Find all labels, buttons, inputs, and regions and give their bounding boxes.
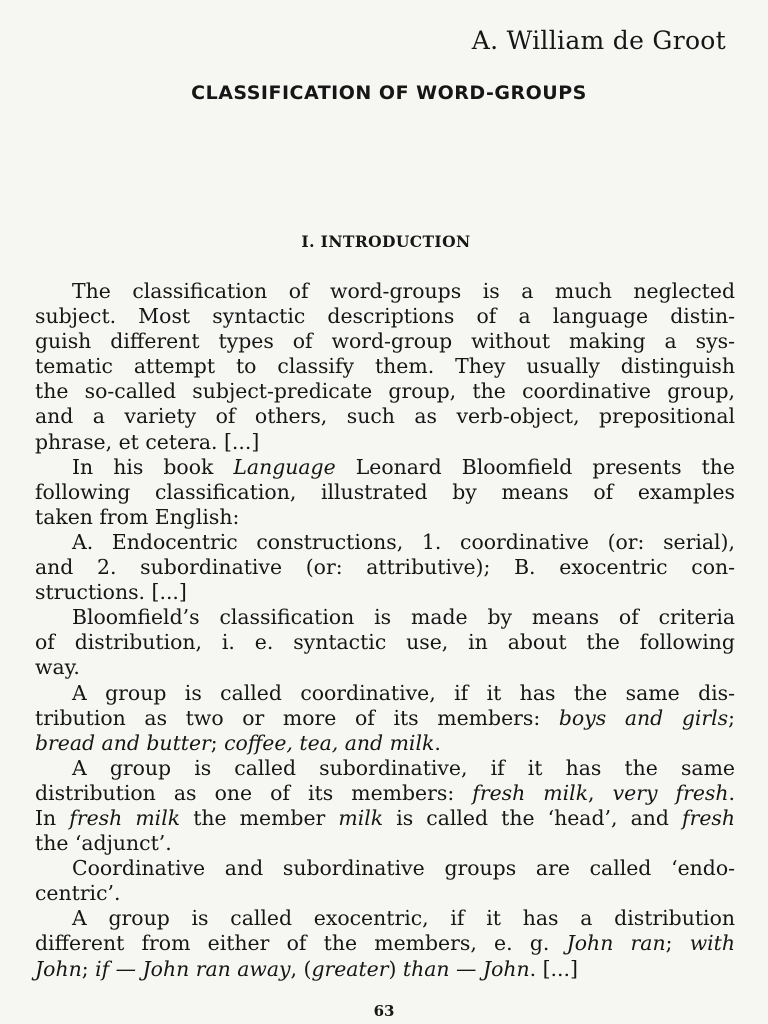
text-line: and 2. subordinative (or: attributive); B. exocentric con- <box>35 555 735 580</box>
text-line: phrase, et cetera. [...] <box>35 429 260 454</box>
text-line: way. <box>35 655 80 680</box>
text-line: A group is called subordinative, if it has the same <box>72 755 735 780</box>
text-line: Bloomfield’s classification is made by means of criteria <box>72 605 735 630</box>
text-line: subject. Most syntactic descriptions of a language distin- <box>35 304 735 329</box>
article-body <box>35 279 735 982</box>
text-line: distribution as one of its members: fresh milk, very fresh. <box>35 780 735 805</box>
text-line: different from either of the members, e. g. John ran; with <box>35 931 736 956</box>
text-line: In fresh milk the member milk is called the ‘head’, and fresh <box>35 805 735 830</box>
text-line: A group is called exocentric, if it has a distribution <box>72 906 735 931</box>
text-line: Coordinative and subordinative groups are called ‘endo- <box>72 856 735 881</box>
text-line: bread and butter; coffee, tea, and milk. <box>35 730 441 755</box>
author-name: A. William de Groot <box>471 26 726 55</box>
paragraph <box>35 681 735 756</box>
text-line: The classification of word-groups is a much neglected <box>72 279 735 303</box>
text-line: structions. [...] <box>35 580 187 605</box>
text-line: John; if — John ran away, (greater) than — John. [...] <box>35 956 578 981</box>
paragraph <box>35 455 735 530</box>
paragraph <box>35 756 735 856</box>
paragraph <box>35 605 735 680</box>
text-line: and a variety of others, such as verb-object, prepositional <box>35 404 735 429</box>
text-line: taken from English: <box>35 504 240 529</box>
page-number: 63 <box>373 1002 395 1020</box>
paragraph <box>35 906 735 981</box>
book-title: Language <box>233 454 336 479</box>
paragraph <box>35 530 735 605</box>
paragraph <box>35 856 735 906</box>
article-title: CLASSIFICATION OF WORD-GROUPS <box>191 82 587 104</box>
text-line: A. Endocentric constructions, 1. coordinative (or: serial), <box>72 529 735 554</box>
text-line: In his book Language Leonard Bloomfield presents the <box>72 454 735 479</box>
text-line: of distribution, i. e. syntactic use, in about the following <box>35 630 735 655</box>
text-line: A group is called coordinative, if it has the same dis- <box>72 680 735 705</box>
paragraph <box>35 279 735 455</box>
text-line: tribution as two or more of its members: boys and girls; <box>35 705 735 730</box>
text-line: the ‘adjunct’. <box>35 831 172 856</box>
section-heading: I. INTRODUCTION <box>301 232 471 251</box>
text-line: tematic attempt to classify them. They usually distinguish <box>35 354 735 379</box>
text-line: centric’. <box>35 881 121 906</box>
text-line: following classification, illustrated by means of examples <box>35 479 735 504</box>
text-line: the so-called subject-predicate group, the coordinative group, <box>35 379 735 404</box>
text-line: guish different types of word-group without making a sys- <box>35 329 735 354</box>
